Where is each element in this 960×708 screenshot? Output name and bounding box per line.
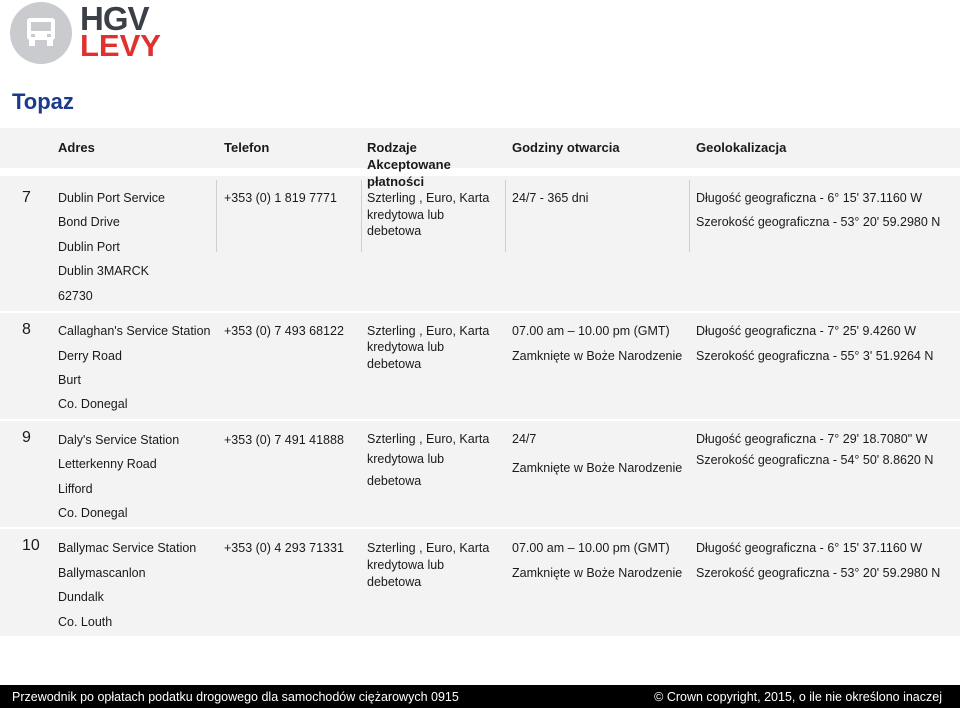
column-divider <box>505 180 506 252</box>
address-line: Dublin 3MARCK <box>58 264 150 278</box>
header-address: Adres <box>58 140 95 155</box>
column-divider <box>361 180 362 252</box>
entry-number: 10 <box>22 537 40 554</box>
latitude: Szerokość geograficzna - 55° 3' 51.9264 N <box>696 349 934 363</box>
payment-line: kredytowa lub <box>367 340 445 354</box>
logo-text-levy: LEVY <box>80 28 161 63</box>
row-divider <box>0 527 960 529</box>
footer-guide-title: Przewodnik po opłatach podatku drogowego dla samochodów ciężarowych 0915 <box>12 690 459 704</box>
address-line: Letterkenny Road <box>58 457 157 471</box>
phone-number: +353 (0) 1 819 7771 <box>224 191 337 205</box>
column-divider <box>689 180 690 252</box>
row-divider <box>0 419 960 421</box>
logo-text-hgv: HGV <box>80 0 149 37</box>
header-phone: Telefon <box>224 140 270 155</box>
address-line: Co. Louth <box>58 615 113 629</box>
address-line: Daly's Service Station <box>58 433 180 447</box>
address-line: Dublin Port Service <box>58 191 165 205</box>
hgv-levy-logo <box>10 0 160 66</box>
address-line: 62730 <box>58 289 93 303</box>
payment-line: debetowa <box>367 474 422 488</box>
page-title: Topaz <box>12 89 74 114</box>
opening-hours: 07.00 am – 10.00 pm (GMT) <box>512 541 670 555</box>
address-line: Co. Donegal <box>58 397 128 411</box>
phone-number: +353 (0) 4 293 71331 <box>224 541 344 555</box>
address-line: Co. Donegal <box>58 506 128 520</box>
header-geolocation: Geolokalizacja <box>696 140 787 155</box>
phone-number: +353 (0) 7 493 68122 <box>224 324 344 338</box>
address-line: Dublin Port <box>58 240 120 254</box>
opening-hours: 24/7 <box>512 432 537 446</box>
payment-line: kredytowa lub <box>367 208 445 222</box>
longitude: Długość geograficzna - 7° 29' 18.7080" W <box>696 432 928 446</box>
address-line: Bond Drive <box>58 215 120 229</box>
header-payment: Rodzaje Akceptowane płatności <box>367 140 451 189</box>
christmas-closure: Zamknięte w Boże Narodzenie <box>512 461 683 475</box>
address-line: Callaghan's Service Station <box>58 324 211 338</box>
opening-hours: 24/7 - 365 dni <box>512 191 589 205</box>
phone-number: +353 (0) 7 491 41888 <box>224 433 344 447</box>
truck-icon <box>10 2 72 64</box>
address-line: Ballymac Service Station <box>58 541 197 555</box>
payment-line: Szterling , Euro, Karta <box>367 324 490 338</box>
payment-line: Szterling , Euro, Karta <box>367 191 490 205</box>
christmas-closure: Zamknięte w Boże Narodzenie <box>512 349 683 363</box>
entry-number: 8 <box>22 321 31 338</box>
header-hours: Godziny otwarcia <box>512 140 620 155</box>
address-line: Ballymascanlon <box>58 566 146 580</box>
payment-line: kredytowa lub <box>367 452 445 466</box>
latitude: Szerokość geograficzna - 54° 50' 8.8620 N <box>696 453 934 467</box>
footer-bar <box>0 685 960 708</box>
longitude: Długość geograficzna - 6° 15' 37.1160 W <box>696 541 923 555</box>
address-line: Derry Road <box>58 349 122 363</box>
longitude: Długość geograficzna - 6° 15' 37.1160 W <box>696 191 923 205</box>
payment-line: debetowa <box>367 224 422 238</box>
christmas-closure: Zamknięte w Boże Narodzenie <box>512 566 683 580</box>
entry-number: 7 <box>22 189 31 206</box>
opening-hours: 07.00 am – 10.00 pm (GMT) <box>512 324 670 338</box>
column-divider <box>216 180 217 252</box>
footer-copyright: © Crown copyright, 2015, o ile nie określono inaczej <box>654 690 942 704</box>
address-line: Lifford <box>58 482 93 496</box>
longitude: Długość geograficzna - 7° 25' 9.4260 W <box>696 324 917 338</box>
payment-line: debetowa <box>367 575 422 589</box>
latitude: Szerokość geograficzna - 53° 20' 59.2980 N <box>696 215 941 229</box>
payment-line: Szterling , Euro, Karta <box>367 432 490 446</box>
address-line: Burt <box>58 373 81 387</box>
payment-line: debetowa <box>367 357 422 371</box>
latitude: Szerokość geograficzna - 53° 20' 59.2980 N <box>696 566 941 580</box>
address-line: Dundalk <box>58 590 104 604</box>
entry-number: 9 <box>22 429 31 446</box>
payment-line: Szterling , Euro, Karta <box>367 541 490 555</box>
payment-line: kredytowa lub <box>367 558 445 572</box>
row-divider <box>0 311 960 313</box>
